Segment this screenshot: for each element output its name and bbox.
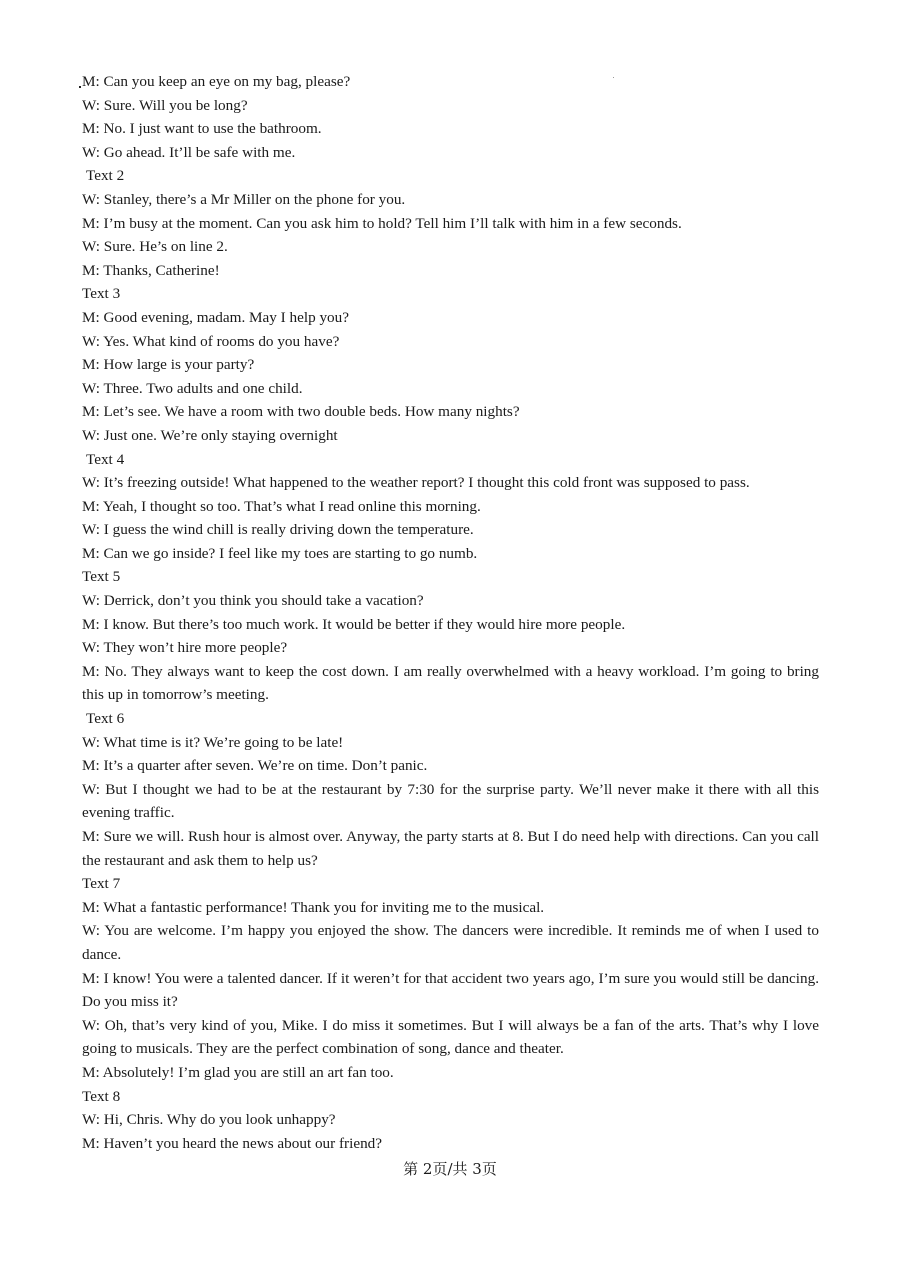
dialogue-line: W: Just one. We’re only staying overnight: [82, 426, 338, 444]
dialogue-line: M: It’s a quarter after seven. We’re on time. Don’t panic.: [82, 757, 428, 775]
dialogue-line: M: No. They always want to keep the cost down. I am really overwhelmed with a heavy workload. I’m going to bring this up in tomorrow’s meeting.: [82, 662, 819, 704]
section-heading: Text 6: [86, 710, 125, 728]
dialogue-line: W: Sure. Will you be long?: [82, 96, 248, 114]
dialogue-line: W: It’s freezing outside! What happened to the weather report? I thought this cold front was supposed to pass.: [82, 474, 750, 492]
dialogue-line: W: Stanley, there’s a Mr Miller on the phone for you.: [82, 190, 406, 208]
section-heading: Text 4: [86, 450, 125, 468]
dialogue-line: M: Yeah, I thought so too. That’s what I read online this morning.: [82, 497, 481, 515]
section-heading: Text 7: [82, 875, 121, 893]
dialogue-line: W: Hi, Chris. Why do you look unhappy?: [82, 1111, 336, 1129]
dialogue-line: M: I’m busy at the moment. Can you ask him to hold? Tell him I’ll talk with him in a few seconds.: [82, 214, 682, 232]
dialogue-line: M: Good evening, madam. May I help you?: [82, 308, 349, 326]
scan-mark: [79, 86, 81, 88]
dialogue-line: W: Derrick, don’t you think you should take a vacation?: [82, 592, 424, 610]
dialogue-line: M: How large is your party?: [82, 356, 255, 374]
dialogue-line: M: Haven’t you heard the news about our friend?: [82, 1134, 383, 1152]
dialogue-line: W: Yes. What kind of rooms do you have?: [82, 332, 340, 350]
dialogue-line: W: Go ahead. It’ll be safe with me.: [82, 143, 296, 161]
dialogue-line: M: Sure we will. Rush hour is almost over. Anyway, the party starts at 8. But I do need help with directions. Can you call the restaurant and ask them to help us?: [82, 828, 819, 869]
dialogue-line: W: Sure. He’s on line 2.: [82, 238, 228, 256]
page-number-footer: 第 2页/共 3页: [403, 1160, 497, 1178]
section-heading: Text 8: [82, 1087, 121, 1105]
dialogue-line: W: What time is it? We’re going to be late!: [82, 733, 344, 751]
dialogue-line: W: They won’t hire more people?: [82, 639, 288, 657]
dialogue-line: M: Thanks, Catherine!: [82, 261, 220, 279]
dialogue-line: W: Oh, that’s very kind of you, Mike. I do miss it sometimes. But I will always be a fan of the arts. That’s why I love going to musicals. They are the perfect combination of song, dance and theater.: [82, 1016, 819, 1058]
dialogue-line: M: Can we go inside? I feel like my toes are starting to go numb.: [82, 544, 478, 562]
section-heading: Text 5: [82, 568, 121, 586]
dialogue-line: W: Three. Two adults and one child.: [82, 379, 303, 397]
dialogue-line: M: I know! You were a talented dancer. If it weren’t for that accident two years ago, I’m sure you would still be dancing. Do you miss it?: [82, 969, 819, 1011]
section-heading: Text 2: [86, 167, 125, 185]
dialogue-line: M: Let’s see. We have a room with two double beds. How many nights?: [82, 403, 520, 421]
transcript-page: [82, 70, 819, 1155]
dialogue-line: M: Absolutely! I’m glad you are still an art fan too.: [82, 1063, 394, 1081]
dialogue-line: W: I guess the wind chill is really driving down the temperature.: [82, 521, 474, 539]
section-heading: Text 3: [82, 285, 121, 303]
dialogue-line: M: No. I just want to use the bathroom.: [82, 120, 322, 138]
dialogue-line: M: I know. But there’s too much work. It would be better if they would hire more people.: [82, 615, 626, 633]
dialogue-line: M: What a fantastic performance! Thank you for inviting me to the musical.: [82, 898, 545, 916]
dialogue-line: W: You are welcome. I’m happy you enjoyed the show. The dancers were incredible. It reminds me of when I used to dance.: [82, 922, 819, 963]
dialogue-line: M: Can you keep an eye on my bag, please?: [82, 73, 351, 90]
dialogue-line: W: But I thought we had to be at the restaurant by 7:30 for the surprise party. We’ll never make it there with all this evening traffic.: [82, 780, 819, 822]
